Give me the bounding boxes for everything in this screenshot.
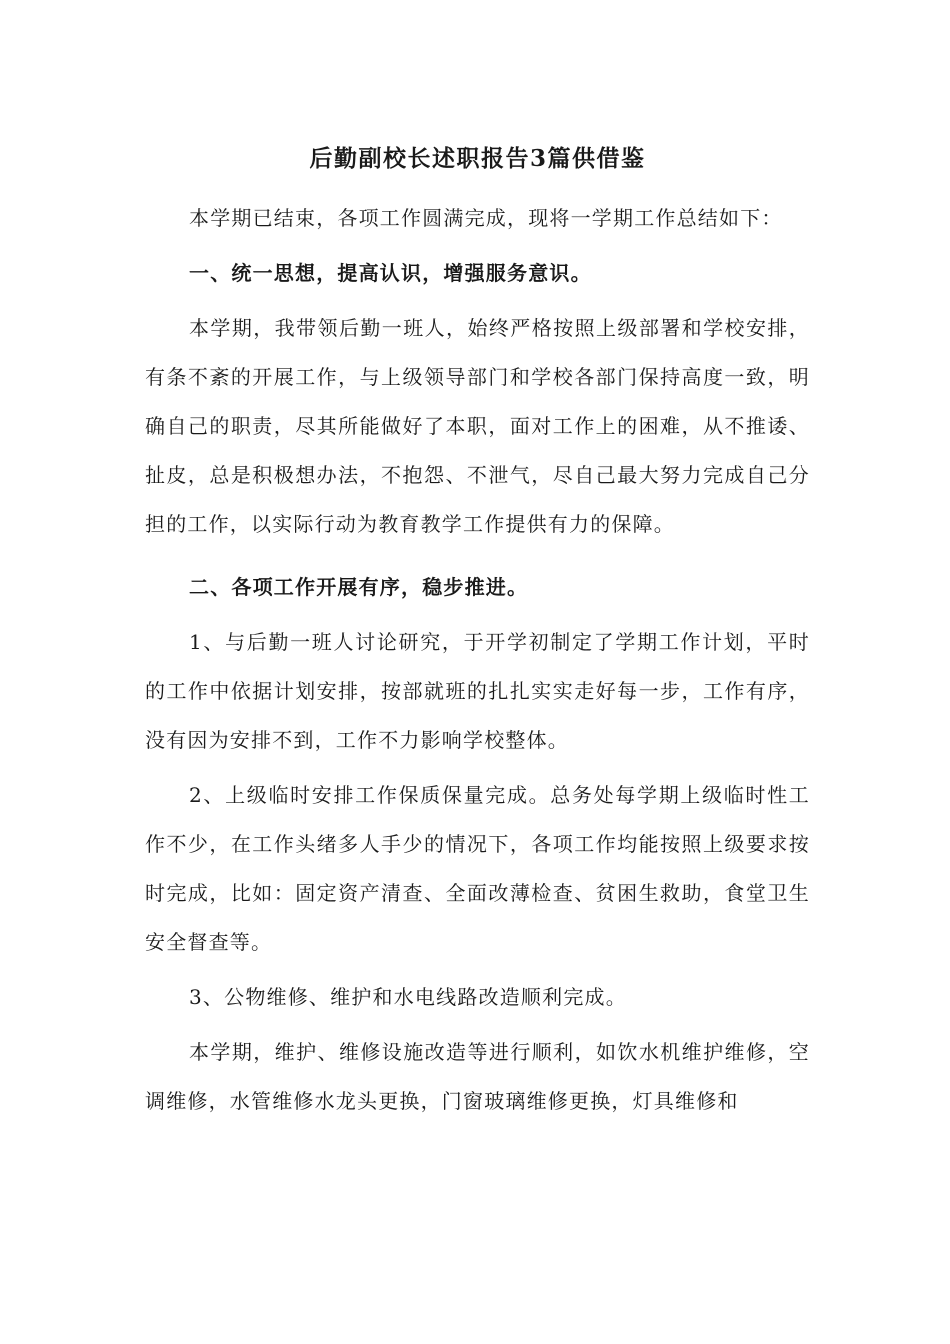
item-2-paragraph: 2、上级临时安排工作保质保量完成。总务处每学期上级临时性工作不少，在工作头绪多人手少的情况下，各项工作均能按照上级要求按时完成，比如：固定资产清查、全面改薄检查、贫困生救助，食堂卫生安全督查等。 bbox=[145, 783, 810, 954]
item-3-paragraph: 3、公物维修、维护和水电线路改造顺利完成。 bbox=[189, 985, 627, 1009]
item-3-body-paragraph: 本学期，维护、维修设施改造等进行顺利，如饮水机维护维修，空调维修，水管维修水龙头更换，门窗玻璃维修更换，灯具维修和 bbox=[145, 1040, 810, 1113]
document-body bbox=[145, 140, 810, 1126]
section-1-paragraph: 本学期，我带领后勤一班人，始终严格按照上级部署和学校安排，有条不紊的开展工作，与上级领导部门和学校各部门保持高度一致，明确自己的职责，尽其所能做好了本职，面对工作上的困难，从不推诿、扯皮，总是积极想办法，不抱怨、不泄气，尽自己最大努力完成自己分担的工作，以实际行动为教育教学工作提供有力的保障。 bbox=[145, 316, 810, 536]
intro-paragraph: 本学期已结束，各项工作圆满完成，现将一学期工作总结如下： bbox=[189, 206, 783, 230]
section-2-heading: 二、各项工作开展有序，稳步推进。 bbox=[189, 575, 529, 599]
section-1-heading: 一、统一思想，提高认识，增强服务意识。 bbox=[189, 261, 592, 285]
item-1-paragraph: 1、与后勤一班人讨论研究，于开学初制定了学期工作计划，平时的工作中依据计划安排，按部就班的扎扎实实走好每一步，工作有序，没有因为安排不到，工作不力影响学校整体。 bbox=[145, 630, 810, 752]
document-title: 后勤副校长述职报告3篇供借鉴 bbox=[309, 145, 646, 172]
